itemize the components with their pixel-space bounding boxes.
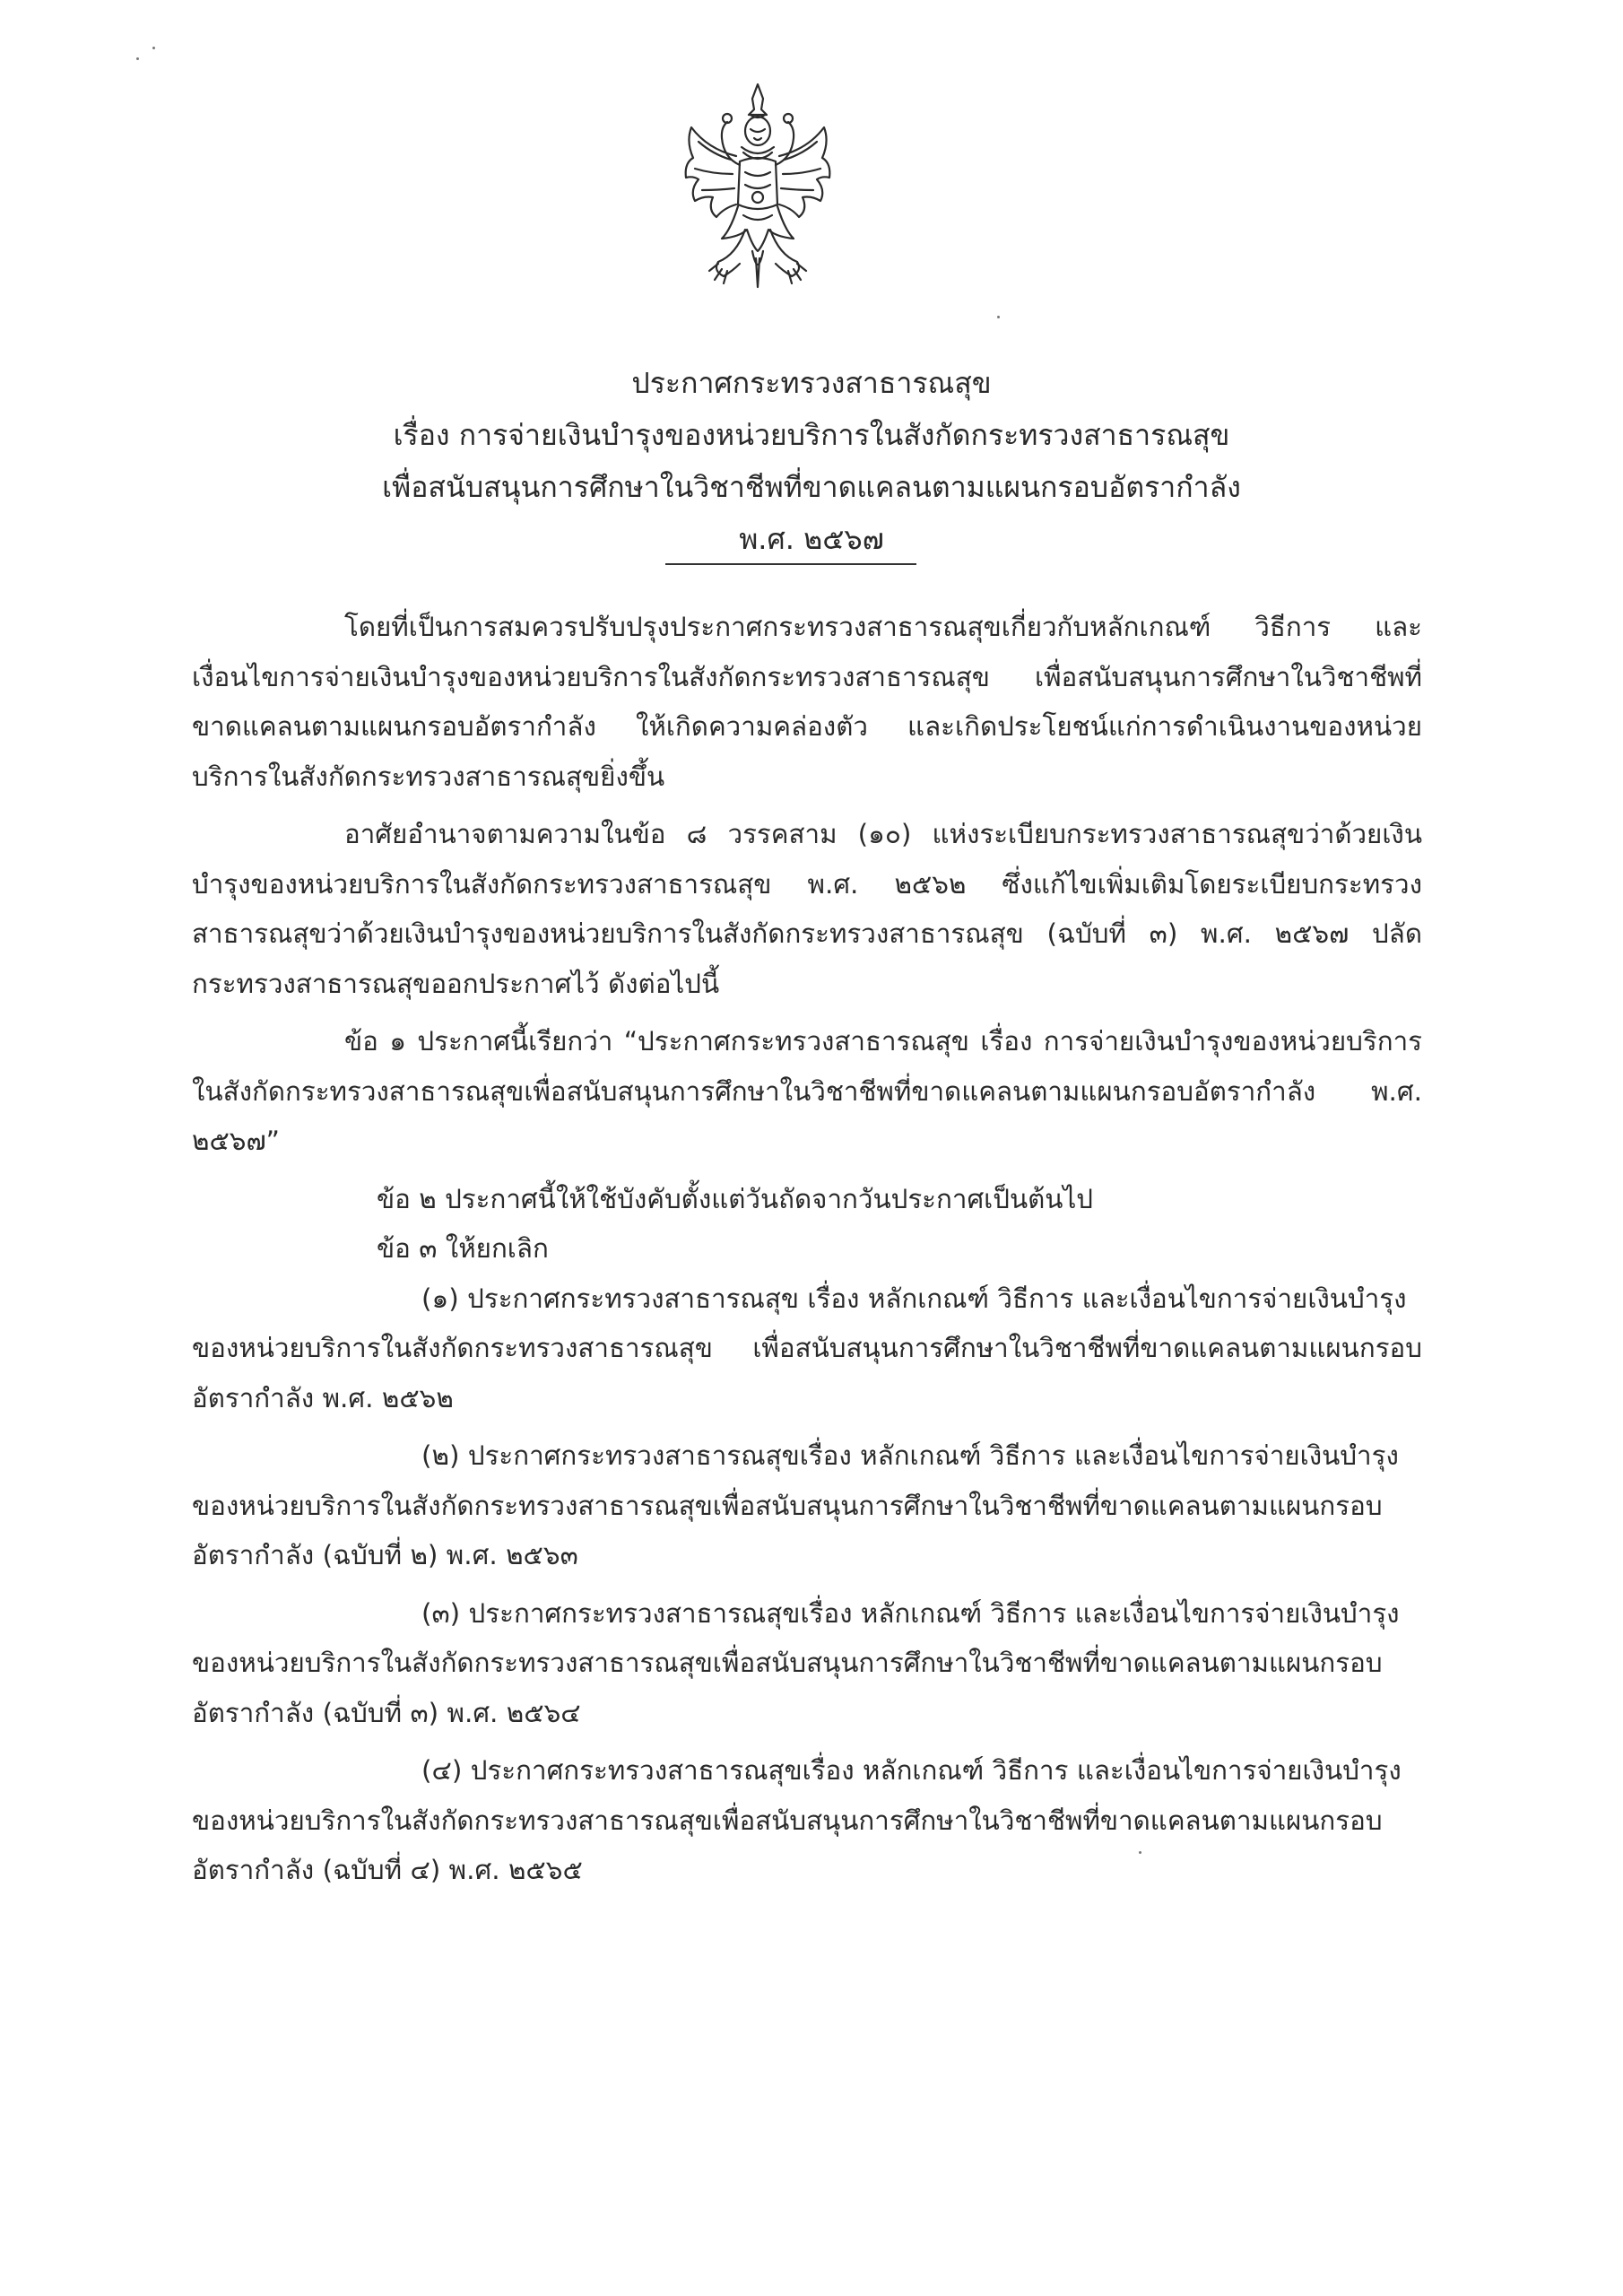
repeal-item-heading: (๓) ประกาศกระทรวงสาธารณสุขเรื่อง หลักเกณฑ์ วิธีการ และเงื่อนไขการจ่ายเงินบำรุง — [421, 1597, 1400, 1629]
announcement-year: พ.ศ. ๒๕๖๗ — [739, 522, 884, 556]
authority-text: อาศัยอำนาจตามความในข้อ ๘ วรรคสาม (๑๐) แห่งระเบียบกระทรวงสาธารณสุขว่าด้วยเงินบำรุงของหน่วยบริการในสังกัดกระทรวงสาธารณสุข พ.ศ. ๒๕๖๒ ซึ่งแก้ไขเพิ่มเติมโดยระเบียบกระทรวงสาธารณสุขว่าด้วยเงินบำรุงของหน่วยบริการในสังกัดกระทรวงสาธารณสุข (ฉบับที่ ๓) พ.ศ. ๒๕๖๗ ปลัดกระทรวงสาธารณสุขออกประกาศไว้ ดังต่อไปนี้ — [192, 819, 1422, 999]
repeal-item-heading: (๑) ประกาศกระทรวงสาธารณสุข เรื่อง หลักเกณฑ์ วิธีการ และเงื่อนไขการจ่ายเงินบำรุง — [421, 1283, 1407, 1314]
scan-speck — [997, 316, 1000, 318]
garuda-emblem-icon — [677, 79, 838, 294]
announcement-heading — [0, 357, 1623, 565]
announcement-subject-line-2: เพื่อสนับสนุนการศึกษาในวิชาชีพที่ขาดแคลนตามแผนกรอบอัตรากำลัง — [382, 470, 1241, 504]
repeal-item — [192, 1589, 1422, 1739]
repeal-item — [192, 1431, 1422, 1581]
announcement-body — [192, 603, 1422, 1904]
repeal-item-text: ของหน่วยบริการในสังกัดกระทรวงสาธารณสุข เพื่อสนับสนุนการศึกษาในวิชาชีพที่ขาดแคลนตามแผนกรอบอัตรากำลัง พ.ศ. ๒๕๖๒ — [192, 1333, 1422, 1413]
repeal-item-text: ของหน่วยบริการในสังกัดกระทรวงสาธารณสุขเพื่อสนับสนุนการศึกษาในวิชาชีพที่ขาดแคลนตามแผนกรอบอัตรากำลัง (ฉบับที่ ๓) พ.ศ. ๒๕๖๔ — [192, 1648, 1383, 1728]
announcement-subject-line-1: เรื่อง การจ่ายเงินบำรุงของหน่วยบริการในสังกัดกระทรวงสาธารณสุข — [393, 418, 1230, 452]
repeal-item-text: ของหน่วยบริการในสังกัดกระทรวงสาธารณสุขเพื่อสนับสนุนการศึกษาในวิชาชีพที่ขาดแคลนตามแผนกรอบอัตรากำลัง (ฉบับที่ ๒) พ.ศ. ๒๕๖๓ — [192, 1490, 1383, 1570]
authority-paragraph — [192, 810, 1422, 1009]
announcement-title: ประกาศกระทรวงสาธารณสุข — [631, 366, 992, 400]
preamble-text: โดยที่เป็นการสมควรปรับปรุงประกาศกระทรวงสาธารณสุขเกี่ยวกับหลักเกณฑ์ วิธีการ และเงื่อนไขการจ่ายเงินบำรุงของหน่วยบริการในสังกัดกระทรวงสาธารณสุข เพื่อสนับสนุนการศึกษาในวิชาชีพที่ขาดแคลนตามแผนกรอบอัตรากำลัง ให้เกิดความคล่องตัว และเกิดประโยชน์แก่การดำเนินงานของหน่วยบริการในสังกัดกระทรวงสาธารณสุขยิ่งขึ้น — [192, 612, 1422, 792]
repeal-item — [192, 1746, 1422, 1896]
repeal-item-text: ของหน่วยบริการในสังกัดกระทรวงสาธารณสุขเพื่อสนับสนุนการศึกษาในวิชาชีพที่ขาดแคลนตามแผนกรอบอัตรากำลัง (ฉบับที่ ๔) พ.ศ. ๒๕๖๕ — [192, 1805, 1383, 1885]
repeal-item — [192, 1274, 1422, 1424]
clause-1-paragraph — [192, 1017, 1422, 1167]
repeal-item-heading: (๒) ประกาศกระทรวงสาธารณสุขเรื่อง หลักเกณฑ์ วิธีการ และเงื่อนไขการจ่ายเงินบำรุง — [421, 1440, 1399, 1471]
clause-1-text: ข้อ ๑ ประกาศนี้เรียกว่า “ประกาศกระทรวงสาธารณสุข เรื่อง การจ่ายเงินบำรุงของหน่วยบริการในสังกัดกระทรวงสาธารณสุขเพื่อสนับสนุนการศึกษาในวิชาชีพที่ขาดแคลนตามแผนกรอบอัตรากำลัง พ.ศ. ๒๕๖๗” — [192, 1026, 1422, 1156]
title-divider — [665, 563, 916, 565]
clause-3-text: ข้อ ๓ ให้ยกเลิก — [377, 1233, 549, 1264]
preamble-paragraph — [192, 603, 1422, 802]
clause-2-text: ข้อ ๒ ประกาศนี้ให้ใช้บังคับตั้งแต่วันถัดจากวันประกาศเป็นต้นไป — [377, 1183, 1094, 1214]
scan-speck — [152, 47, 155, 49]
scan-speck — [1139, 1851, 1141, 1854]
scan-speck — [136, 57, 139, 60]
repeal-item-heading: (๔) ประกาศกระทรวงสาธารณสุขเรื่อง หลักเกณฑ์ วิธีการ และเงื่อนไขการจ่ายเงินบำรุง — [421, 1755, 1402, 1786]
